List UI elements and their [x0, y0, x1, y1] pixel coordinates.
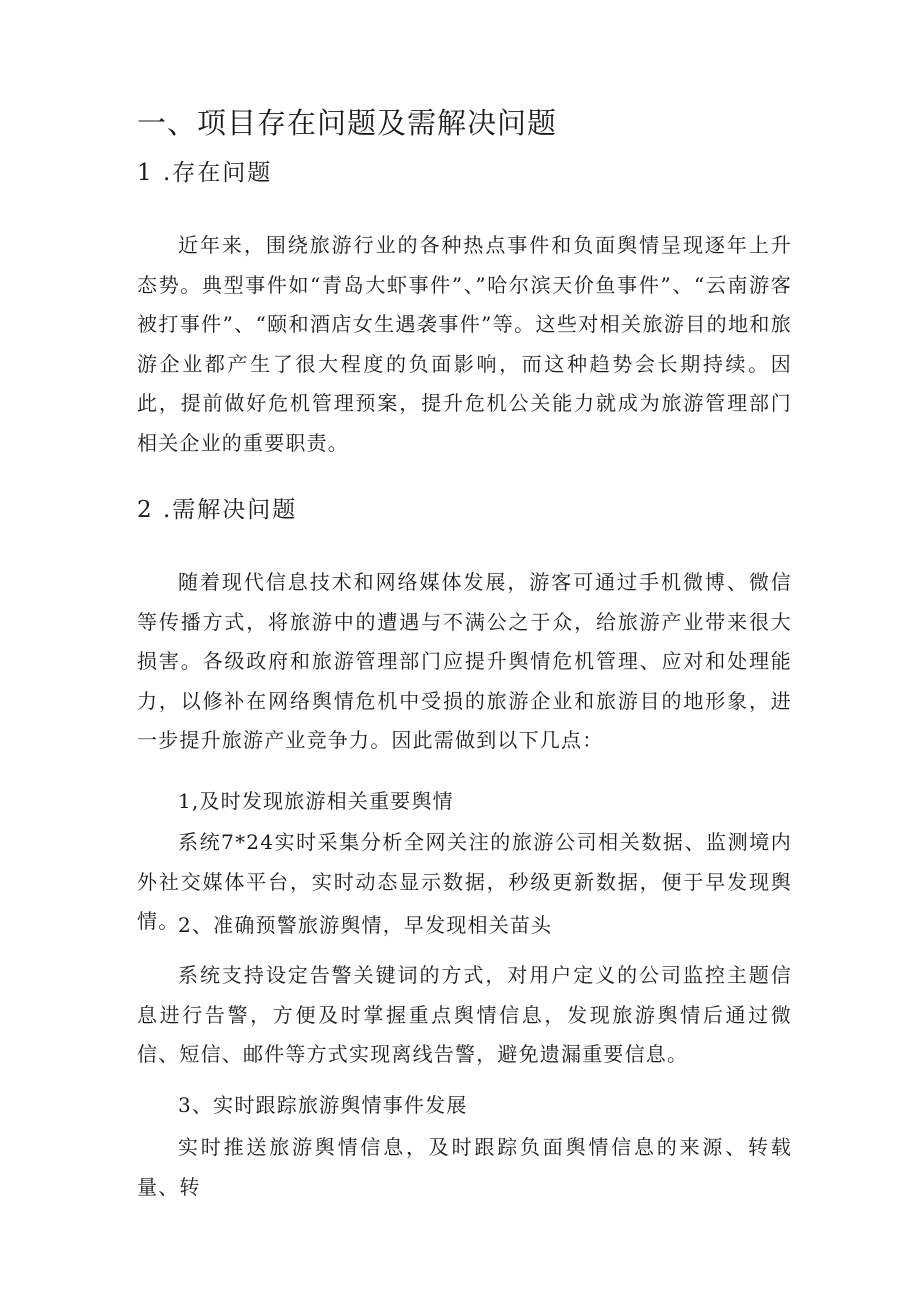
problems-to-solve-paragraph: 随着现代信息技术和网络媒体发展，游客可通过手机微博、微信等传播方式，将旅游中的遭遇与不满公之于众，给旅游产业带来很大损害。各级政府和旅游管理部门应提升舆情危机管理、应对和处理能力，以修补在网络舆情危机中受损的旅游企业和旅游目的地形象，进一步提升旅游产业竞争力。因此需做到以下几点：: [137, 570, 792, 753]
point-2-title: 2、准确预警旅游舆情，早发现相关苗头: [178, 913, 553, 937]
subsection-heading-existing-problems: 1 .存在问题: [137, 160, 273, 186]
existing-problems-paragraph: 近年来，围绕旅游行业的各种热点事件和负面舆情呈现逐年上升态势。典型事件如“青岛大虾事件”、”哈尔滨天价鱼事件”、“云南游客被打事件”、“颐和酒店女生遇袭事件”等。这些对相关旅游目的地和旅游企业都产生了很大程度的负面影响，而这种趋势会长期持续。因此，提前做好危机管理预案，提升危机公关能力就成为旅游管理部门相关企业的重要职责。: [137, 233, 792, 455]
subsection-heading-problems-to-solve: 2 .需解决问题: [137, 497, 298, 523]
section-title: 一、项目存在问题及需解决问题: [137, 106, 558, 140]
point-1-paragraph: 系统7*24实时采集分析全网关注的旅游公司相关数据、监测境内外社交媒体平台，实时动态显示数据，秒级更新数据，便于早发现舆情。: [137, 830, 792, 934]
point-3-title: 3、实时跟踪旅游舆情事件发展: [178, 1093, 468, 1117]
point-2-paragraph: 系统支持设定告警关键词的方式，对用户定义的公司监控主题信息进行告警，方便及时掌握重点舆情信息，发现旅游舆情后通过微信、短信、邮件等方式实现离线告警，避免遗漏重要信息。: [137, 963, 792, 1067]
point-1-title: 1,及时发现旅游相关重要舆情: [178, 789, 454, 813]
point-3-paragraph: 实时推送旅游舆情信息，及时跟踪负面舆情信息的来源、转载量、转: [137, 1135, 792, 1199]
